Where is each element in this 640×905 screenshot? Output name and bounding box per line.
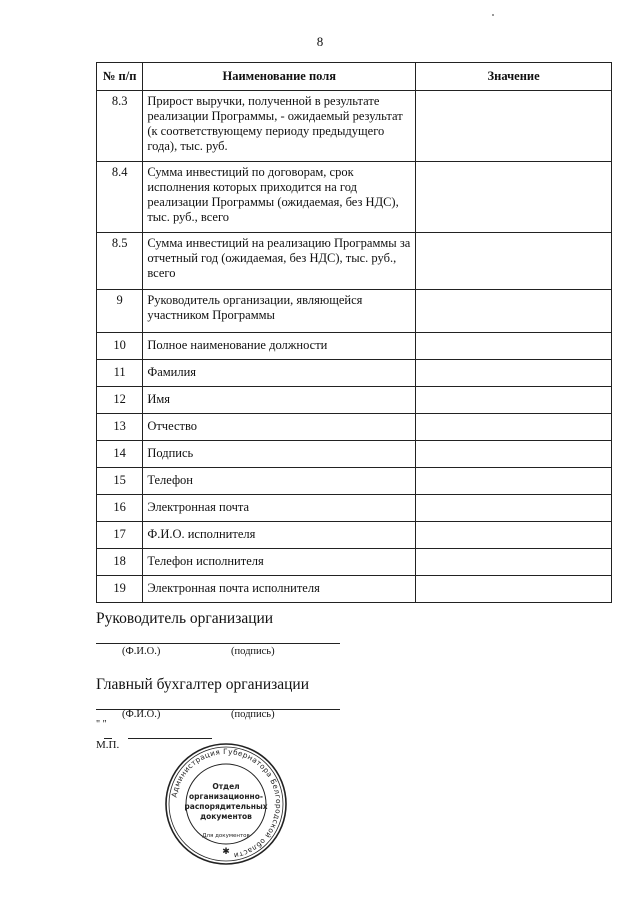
table-row — [97, 441, 612, 468]
table-row — [97, 522, 612, 549]
row-field-name: Телефон — [143, 468, 416, 495]
row-number: 19 — [97, 576, 143, 603]
row-value-cell[interactable] — [416, 162, 612, 233]
table-row — [97, 333, 612, 360]
row-field-name: Ф.И.О. исполнителя — [143, 522, 416, 549]
head-fio-caption: (Ф.И.О.) — [122, 646, 161, 657]
row-number: 17 — [97, 522, 143, 549]
row-value-cell[interactable] — [416, 233, 612, 290]
row-field-name: Отчество — [143, 414, 416, 441]
row-number: 14 — [97, 441, 143, 468]
date-month-line — [128, 738, 212, 739]
stamp-line-3: распорядительных — [184, 802, 268, 811]
row-value-cell[interactable] — [416, 414, 612, 441]
table-row — [97, 360, 612, 387]
table-row — [97, 414, 612, 441]
head-signature-title: Руководитель организации — [96, 610, 274, 627]
stamp-line-4: документов — [200, 812, 252, 821]
accountant-sign-caption: (подпись) — [231, 709, 275, 720]
row-number: 8.3 — [97, 91, 143, 162]
row-number: 10 — [97, 333, 143, 360]
row-value-cell[interactable] — [416, 333, 612, 360]
row-value-cell[interactable] — [416, 522, 612, 549]
table-row — [97, 91, 612, 162]
row-number: 15 — [97, 468, 143, 495]
date-quotes: " " — [96, 719, 107, 730]
table-row — [97, 549, 612, 576]
head-signature-line — [96, 643, 340, 644]
row-number: 8.5 — [97, 233, 143, 290]
page-number: 8 — [316, 34, 324, 49]
row-value-cell[interactable] — [416, 549, 612, 576]
row-value-cell[interactable] — [416, 468, 612, 495]
row-field-name: Подпись — [143, 441, 416, 468]
table-row — [97, 387, 612, 414]
row-field-name: Прирост выручки, полученной в результате реализации Программы, - ожидаемый результат (к соответствующему периоду предыдущего года), тыс. руб. — [143, 91, 416, 162]
mp-label: М.П. — [96, 739, 120, 751]
row-number: 18 — [97, 549, 143, 576]
stamp-line-1: Отдел — [212, 782, 240, 791]
row-number: 11 — [97, 360, 143, 387]
row-field-name: Сумма инвестиций на реализацию Программы за отчетный год (ожидаемая, без НДС), тыс. руб., всего — [143, 233, 416, 290]
row-number: 8.4 — [97, 162, 143, 233]
row-value-cell[interactable] — [416, 360, 612, 387]
stamp-bottom-text: Для документов — [202, 833, 250, 839]
table-row — [97, 495, 612, 522]
row-number: 13 — [97, 414, 143, 441]
row-value-cell[interactable] — [416, 441, 612, 468]
accountant-fio-caption: (Ф.И.О.) — [122, 709, 161, 720]
row-field-name: Имя — [143, 387, 416, 414]
header-value: Значение — [416, 63, 612, 91]
table-row — [97, 468, 612, 495]
row-field-name: Фамилия — [143, 360, 416, 387]
stamp-ring-text: Администрация Губернатора Белгородской области — [169, 746, 284, 861]
row-value-cell[interactable] — [416, 91, 612, 162]
row-value-cell[interactable] — [416, 576, 612, 603]
table-row — [97, 576, 612, 603]
accountant-signature-title: Главный бухгалтер организации — [96, 676, 310, 693]
stamp-line-2: организационно- — [189, 792, 263, 801]
table-row — [97, 290, 612, 333]
official-stamp — [164, 742, 288, 866]
row-field-name: Электронная почта исполнителя — [143, 576, 416, 603]
header-field-name: Наименование поля — [143, 63, 416, 91]
row-value-cell[interactable] — [416, 495, 612, 522]
head-sign-caption: (подпись) — [231, 646, 275, 657]
table-row — [97, 162, 612, 233]
row-value-cell[interactable] — [416, 387, 612, 414]
row-number: 9 — [97, 290, 143, 333]
row-number: 12 — [97, 387, 143, 414]
header-number: № п/п — [97, 63, 143, 91]
row-number: 16 — [97, 495, 143, 522]
row-field-name: Электронная почта — [143, 495, 416, 522]
scan-speck — [492, 14, 494, 16]
table-row — [97, 233, 612, 290]
row-field-name: Руководитель организации, являющейся участником Программы — [143, 290, 416, 333]
stamp-star-icon: ✱ — [222, 846, 230, 856]
row-field-name: Телефон исполнителя — [143, 549, 416, 576]
row-field-name: Сумма инвестиций по договорам, срок исполнения которых приходится на год реализации Программы (ожидаемая, без НДС), тыс. руб., всего — [143, 162, 416, 233]
table-header-row — [97, 63, 612, 91]
form-table — [96, 62, 612, 603]
row-field-name: Полное наименование должности — [143, 333, 416, 360]
row-value-cell[interactable] — [416, 290, 612, 333]
